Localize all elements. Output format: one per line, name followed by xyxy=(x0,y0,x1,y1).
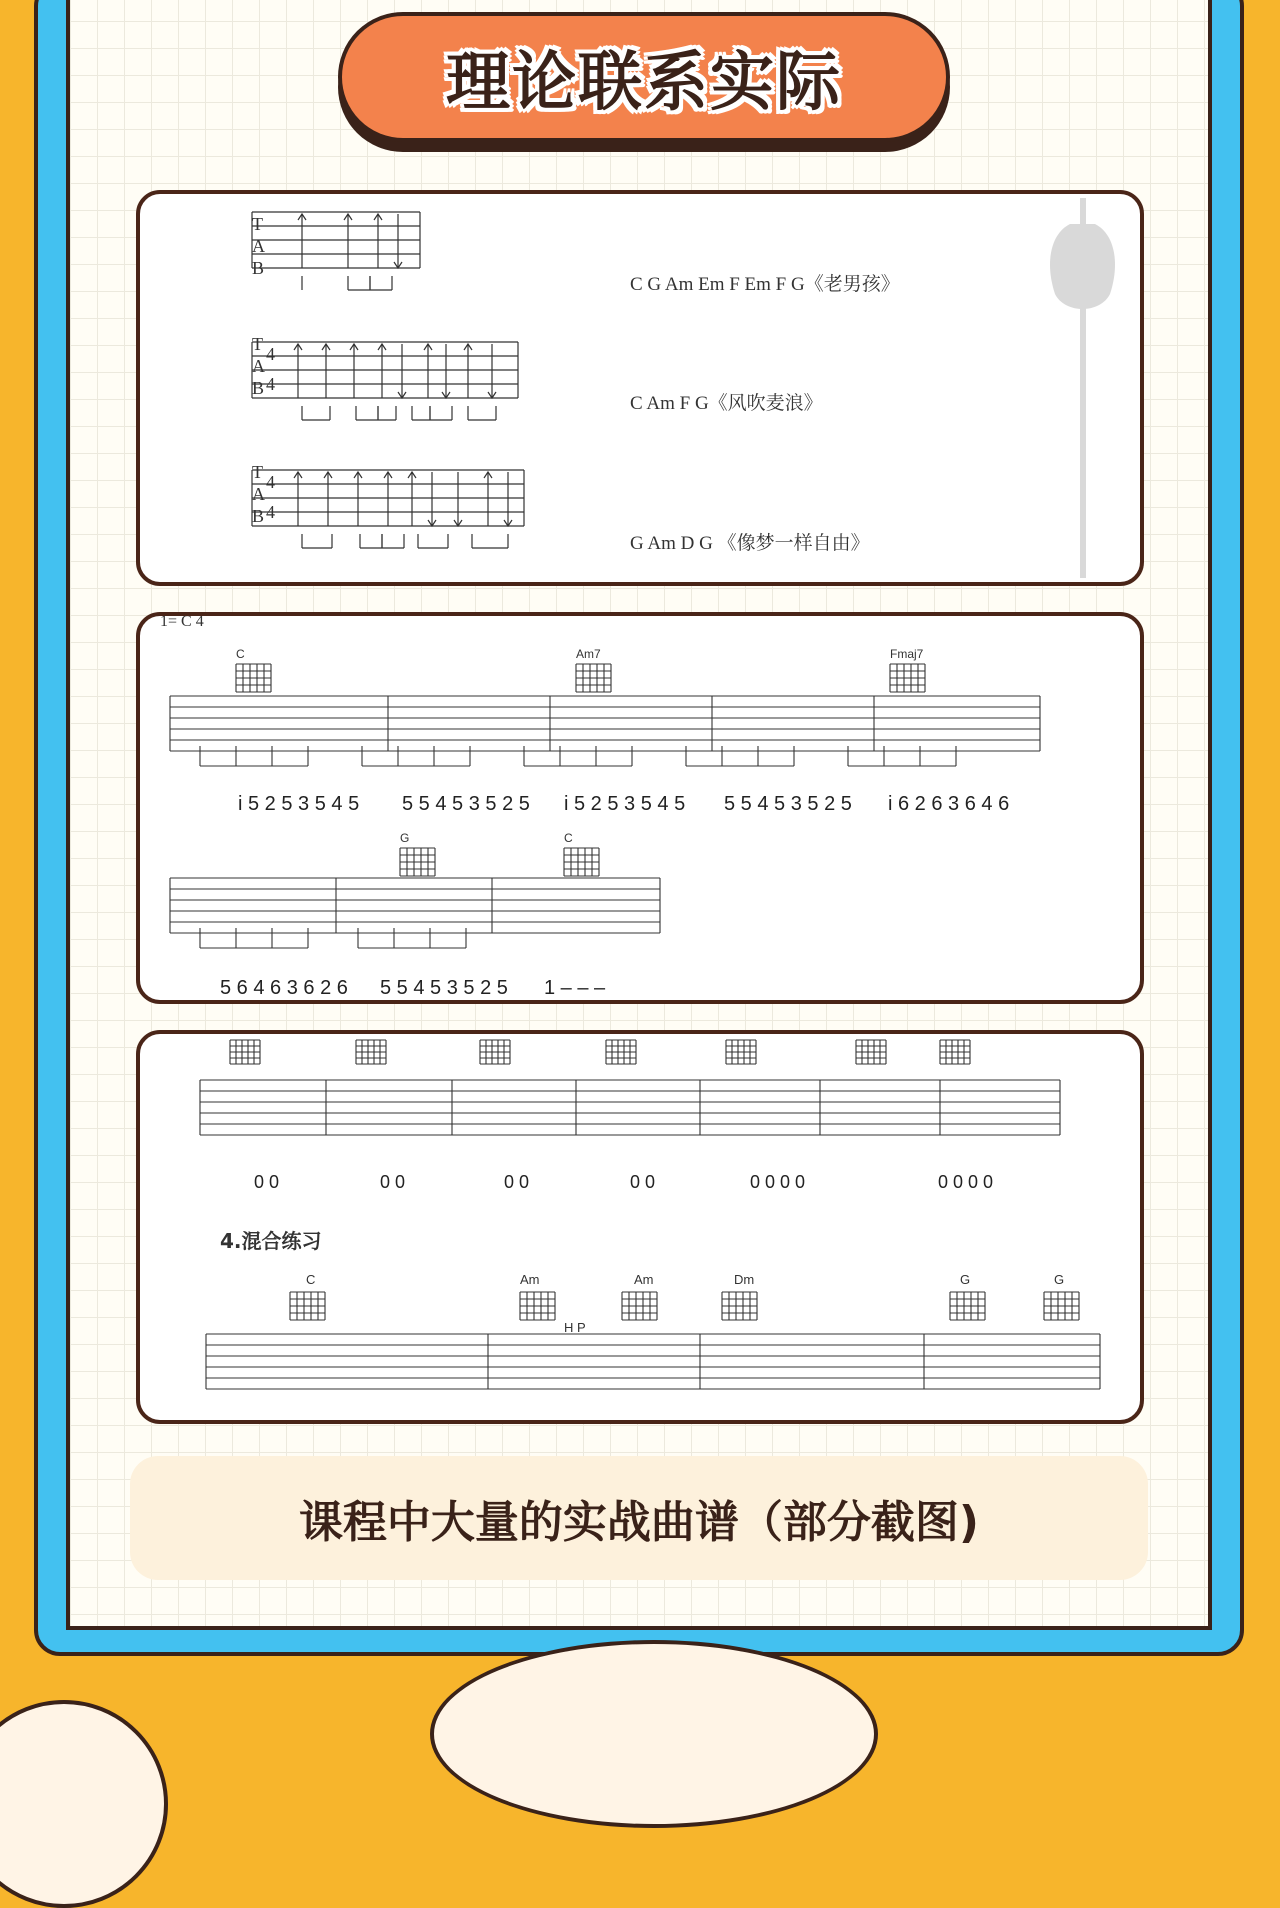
number-notation: 5 5 4 5 3 5 2 5 xyxy=(402,793,530,815)
tab-letter: T xyxy=(252,334,263,354)
hammer-pull-label: H P xyxy=(564,1320,586,1335)
strum-pattern-sheet xyxy=(140,194,1144,586)
section-title: 4.混合练习 xyxy=(220,1229,322,1253)
tab-letter: B xyxy=(252,506,265,526)
song-tab-sheet-1 xyxy=(140,616,1144,1004)
number-notation: 1 – – – xyxy=(544,977,606,999)
number-notation: 5 5 4 5 3 5 2 5 xyxy=(724,793,852,815)
time-signature: 4 xyxy=(266,502,275,522)
chord-name: Fmaj7 xyxy=(890,647,924,661)
tab-letter: T xyxy=(252,462,263,482)
chord-name: G xyxy=(960,1272,971,1287)
page-title: 理论联系实际 xyxy=(446,46,842,120)
beat-count: 0 0 xyxy=(380,1172,406,1192)
song-tab-sheet-2 xyxy=(140,1034,1144,1424)
beat-count: 0 0 xyxy=(630,1172,656,1192)
song-tab-panel-1 xyxy=(136,612,1144,1004)
chord-name: Dm xyxy=(734,1272,755,1287)
guitar-watermark-icon xyxy=(1050,198,1115,578)
tab-letter: A xyxy=(252,484,265,504)
tab-letter: A xyxy=(252,356,265,376)
chord-name: C xyxy=(306,1272,316,1287)
caption-banner xyxy=(130,1456,1148,1580)
tab-letter: B xyxy=(252,378,265,398)
number-notation: i 5 2 5 3 5 4 5 xyxy=(564,793,686,815)
time-signature: 4 xyxy=(266,374,275,394)
caption-text: 课程中大量的实战曲谱（部分截图) xyxy=(298,1497,980,1548)
song-chords-fengchuimailang: C Am F G《风吹麦浪》 xyxy=(630,393,823,414)
number-notation: i 6 2 6 3 6 4 6 xyxy=(888,793,1010,815)
song-chords-xiangmeng: G Am D G 《像梦一样自由》 xyxy=(630,533,870,554)
key-signature: 1= C 4 xyxy=(160,616,204,630)
chord-name: G xyxy=(400,831,410,845)
chord-name: Am xyxy=(520,1272,540,1287)
number-notation: 5 5 4 5 3 5 2 5 xyxy=(380,977,508,999)
time-signature: 4 xyxy=(266,472,275,492)
chord-name: C xyxy=(564,831,573,845)
song-chords-laonanhai: C G Am Em F Em F G《老男孩》 xyxy=(630,274,900,295)
chord-name: Am7 xyxy=(576,647,601,661)
beat-count: 0 0 0 0 xyxy=(938,1172,994,1192)
title-banner xyxy=(338,12,950,142)
chord-name: G xyxy=(1054,1272,1065,1287)
number-notation: i 5 2 5 3 5 4 5 xyxy=(238,793,360,815)
song-tab-panel-2 xyxy=(136,1030,1144,1424)
decorative-circle xyxy=(0,1700,168,1908)
number-notation: 5 6 4 6 3 6 2 6 xyxy=(220,977,348,999)
beat-count: 0 0 xyxy=(254,1172,280,1192)
time-signature: 4 xyxy=(266,344,275,364)
decorative-cloud xyxy=(430,1640,878,1828)
chord-name: Am xyxy=(634,1272,654,1287)
beat-count: 0 0 0 0 xyxy=(750,1172,806,1192)
tab-letter: T xyxy=(252,214,263,234)
strum-pattern-panel xyxy=(136,190,1144,586)
beat-count: 0 0 xyxy=(504,1172,530,1192)
chord-name: C xyxy=(236,647,245,661)
tab-letter: B xyxy=(252,258,265,278)
tab-letter: A xyxy=(252,236,265,256)
